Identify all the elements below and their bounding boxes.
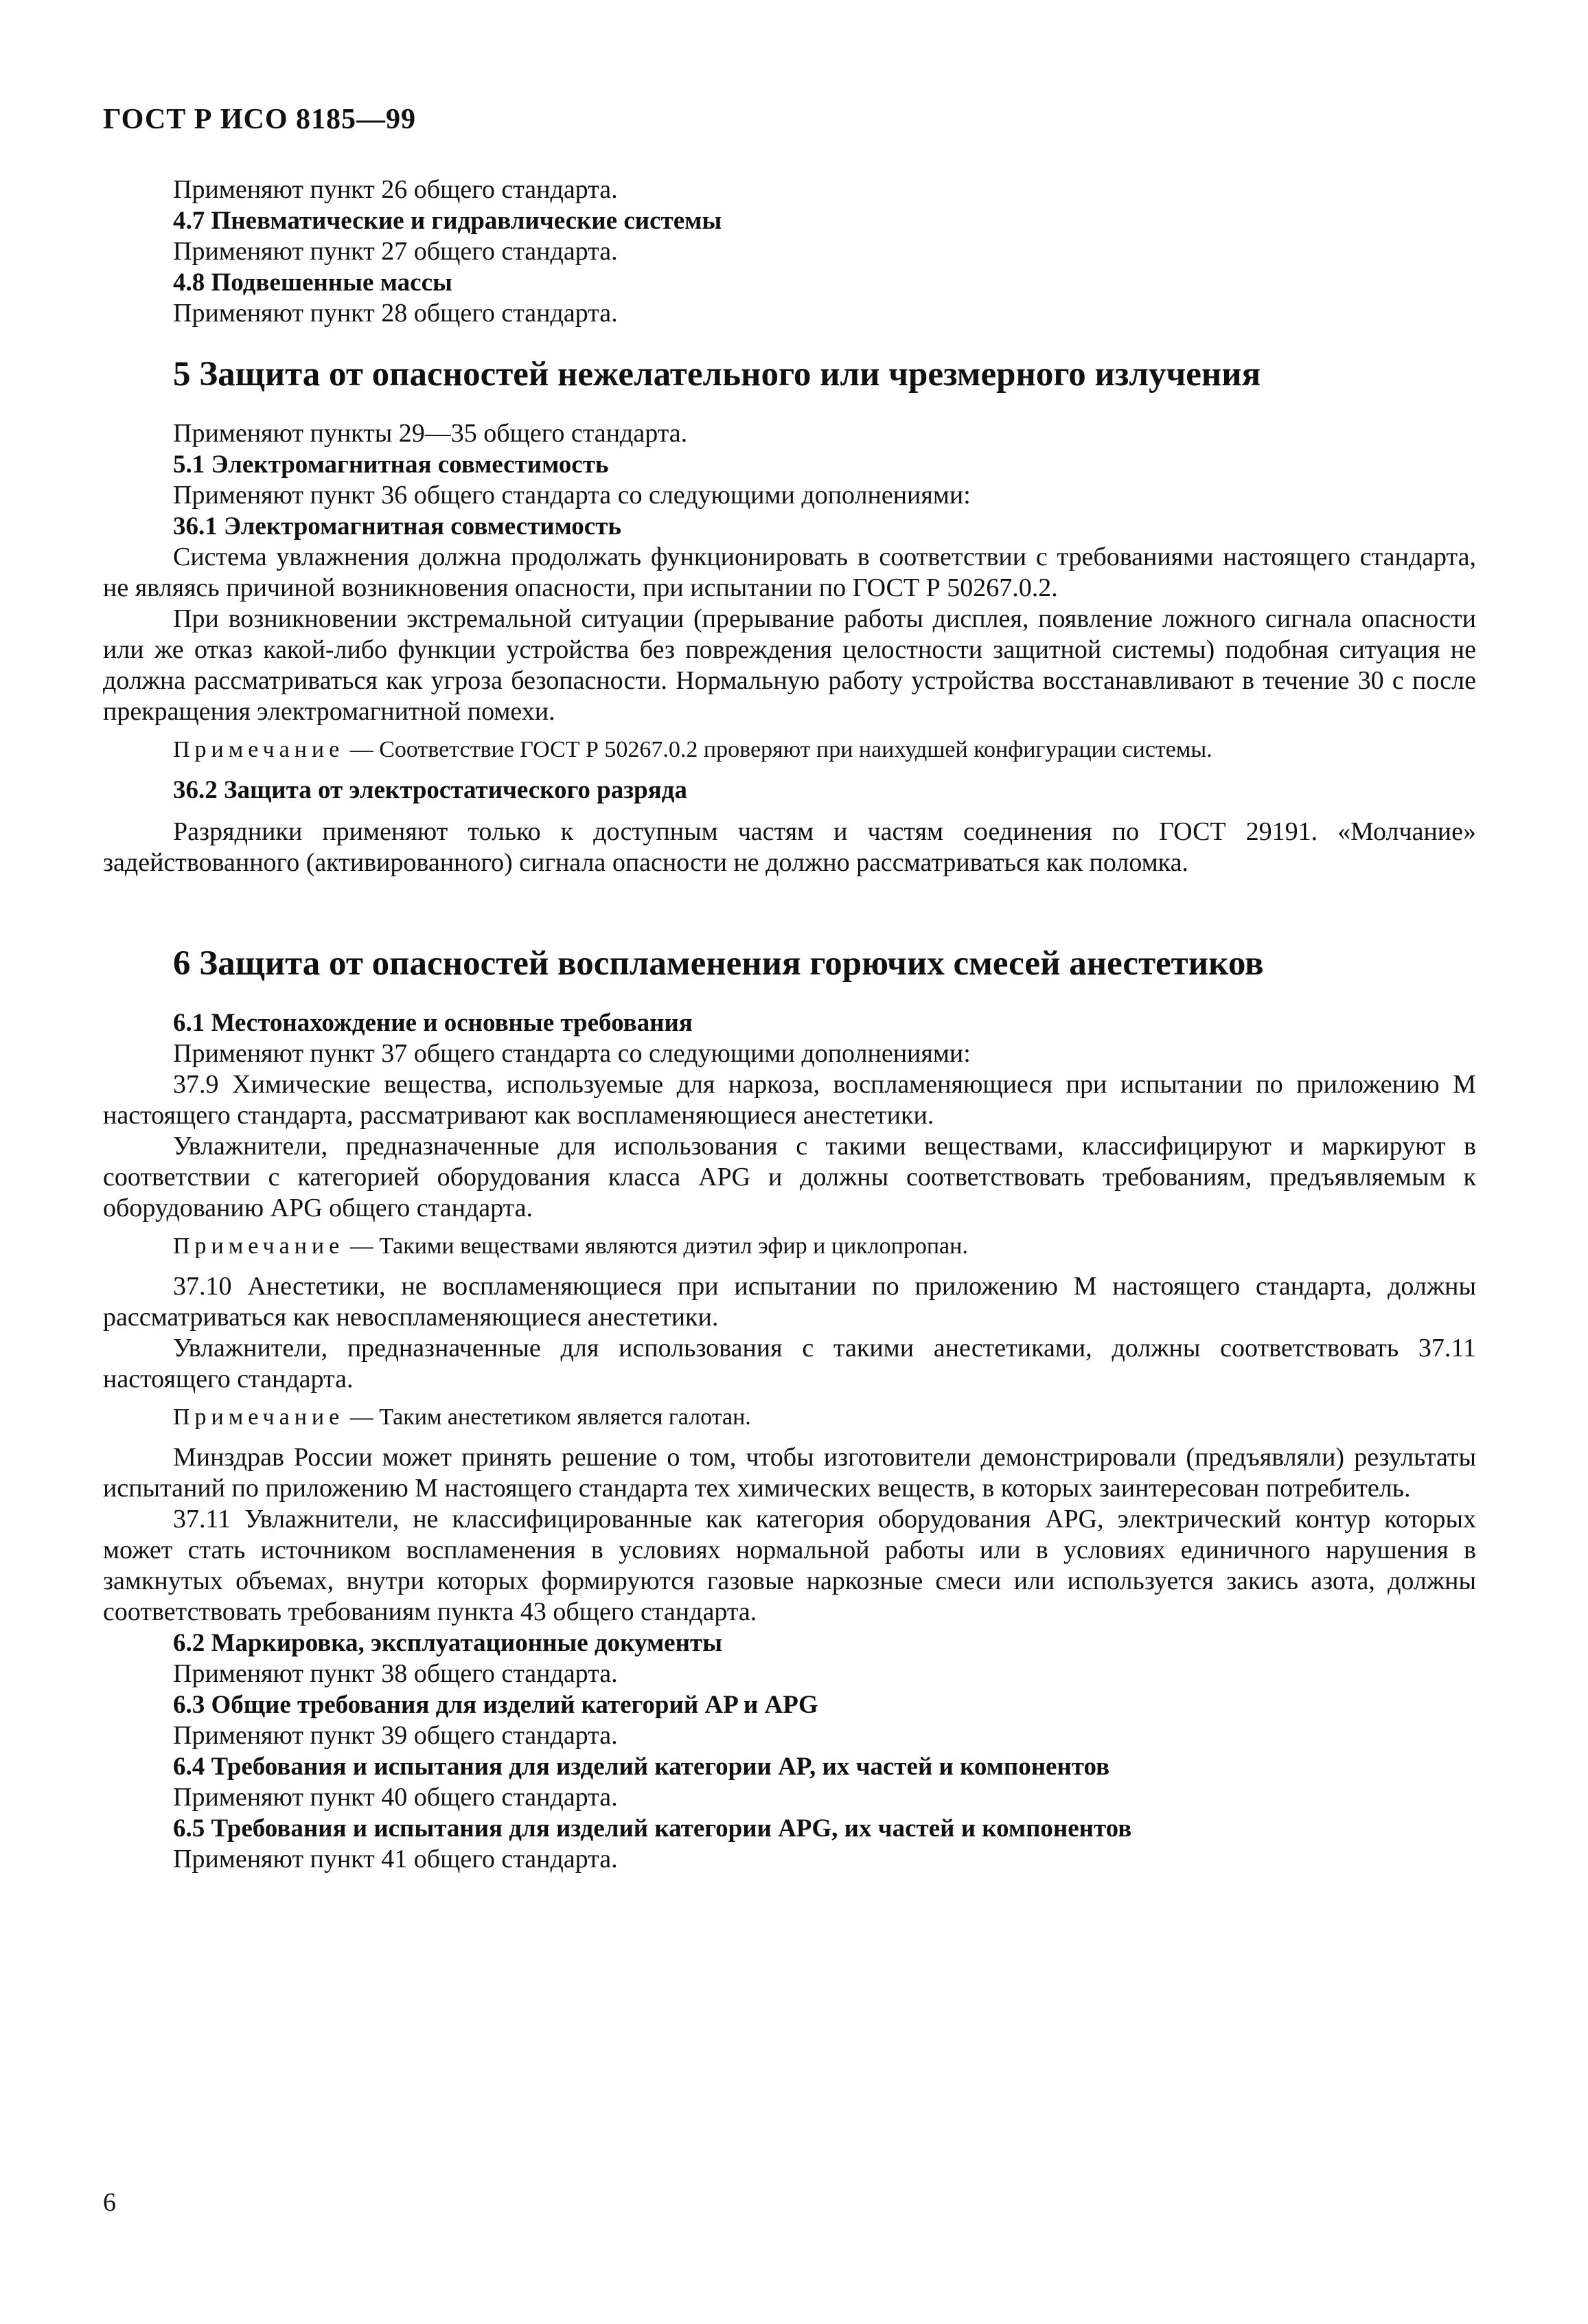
note-label: Примечание <box>173 1404 345 1430</box>
paragraph: 37.9 Химические вещества, используемые для наркоза, воспламеняющиеся при испытании по приложению М настоящего стандарта, рассматривают как воспламеняющиеся анестетики. <box>103 1070 1476 1130</box>
paragraph: Увлажнители, предназначенные для использования с такими веществами, классифицируют и маркируют в соответствии с категорией оборудования класса APG и должны соответствовать требованиям, предъявляемым к оборудованию APG общего стандарта. <box>103 1132 1476 1222</box>
document-header: ГОСТ Р ИСО 8185—99 <box>103 104 417 135</box>
note <box>103 734 1476 765</box>
paragraph: Увлажнители, предназначенные для использования с такими анестетиками, должны соответствовать 37.11 настоящего стандарта. <box>103 1334 1476 1393</box>
paragraph: При возникновении экстремальной ситуации (прерывание работы дисплея, появление ложного сигнала опасности или же отказ какой-либо функции устройства без повреждения целостности защитной системы) подобная ситуация не должна рассматриваться как угроза безопасности. Нормальную работу устройства восстанавливают в течение 30 с после прекращения электромагнитной помехи. <box>103 604 1476 726</box>
subsection-heading-6-2: 6.2 Маркировка, эксплуатационные документы <box>173 1629 722 1657</box>
subsection-heading-6-4: 6.4 Требования и испытания для изделий категории AP, их частей и компонентов <box>173 1753 1110 1781</box>
document-page <box>103 103 1476 1875</box>
paragraph: Применяют пункт 41 общего стандарта. <box>173 1845 618 1873</box>
paragraph: Минздрав России может принять решение о том, чтобы изготовители демонстрировали (предъявляли) результаты испытаний по приложению М настоящего стандарта тех химических веществ, в которых заинтересован потребитель. <box>103 1443 1476 1503</box>
note-text: — Таким анестетиком является галотан. <box>344 1404 751 1430</box>
subsection-heading-6-1: 6.1 Местонахождение и основные требования <box>173 1009 693 1037</box>
paragraph: Применяют пункт 40 общего стандарта. <box>173 1783 618 1812</box>
section-6-body <box>103 1007 1476 1875</box>
paragraph: Разрядники применяют только к доступным частям и частям соединения по ГОСТ 29191. «Молчание» задействованного (активированного) сигнала опасности не должно рассматриваться как поломка. <box>103 817 1476 877</box>
paragraph: 37.10 Анестетики, не воспламеняющиеся при испытании по приложению М настоящего стандарта, должны рассматриваться как невоспламеняющиеся анестетики. <box>103 1272 1476 1332</box>
paragraph: Применяют пункты 29—35 общего стандарта. <box>173 419 688 448</box>
note-text: — Соответствие ГОСТ Р 50267.0.2 проверяют при наихудшей конфигурации системы. <box>344 737 1212 762</box>
subsection-heading-4-8: 4.8 Подвешенные массы <box>173 269 452 297</box>
paragraph: Применяют пункт 28 общего стандарта. <box>173 299 618 328</box>
subsection-heading-6-5: 6.5 Требования и испытания для изделий категории APG, их частей и компонентов <box>173 1814 1132 1843</box>
note-text: — Такими веществами являются диэтил эфир и циклопропан. <box>344 1233 968 1259</box>
subsection-heading-36-1: 36.1 Электромагнитная совместимость <box>173 512 621 540</box>
page-number: 6 <box>103 2188 116 2217</box>
subsection-heading-36-2: 36.2 Защита от электростатического разряда <box>173 776 687 804</box>
note <box>103 1231 1476 1262</box>
note-label: Примечание <box>173 737 345 762</box>
paragraph: Применяют пункт 36 общего стандарта со следующими дополнениями: <box>173 481 971 510</box>
paragraph: Применяют пункт 26 общего стандарта. <box>173 175 618 204</box>
section-heading-5: 5 Защита от опасностей нежелательного или чрезмерного излучения <box>173 355 1261 394</box>
paragraph: Система увлажнения должна продолжать функционировать в соответствии с требованиями настоящего стандарта, не являясь причиной возникновения опасности, при испытании по ГОСТ Р 50267.0.2. <box>103 543 1476 602</box>
paragraph: Применяют пункт 38 общего стандарта. <box>173 1659 618 1688</box>
section-heading-6: 6 Защита от опасностей воспламенения горючих смесей анестетиков <box>173 944 1264 983</box>
paragraph: Применяют пункт 39 общего стандарта. <box>173 1721 618 1750</box>
subsection-heading-5-1: 5.1 Электромагнитная совместимость <box>173 451 609 479</box>
subsection-heading-4-7: 4.7 Пневматические и гидравлические системы <box>173 207 722 235</box>
note-label: Примечание <box>173 1233 345 1259</box>
note <box>103 1402 1476 1433</box>
paragraph: Применяют пункт 27 общего стандарта. <box>173 237 618 266</box>
section-5-body <box>103 418 1476 878</box>
subsection-heading-6-3: 6.3 Общие требования для изделий категорий AP и APG <box>173 1691 818 1719</box>
paragraph: Применяют пункт 37 общего стандарта со следующими дополнениями: <box>173 1039 971 1068</box>
intro-block <box>103 174 1476 329</box>
paragraph: 37.11 Увлажнители, не классифицированные как категория оборудования APG, электрический контур которых может стать источником воспламенения в условиях нормальной работы или в условиях единичного нарушения в замкнутых объемах, внутри которых формируются газовые наркозные смеси или используется закись азота, должны соответствовать требованиям пункта 43 общего стандарта. <box>103 1505 1476 1626</box>
